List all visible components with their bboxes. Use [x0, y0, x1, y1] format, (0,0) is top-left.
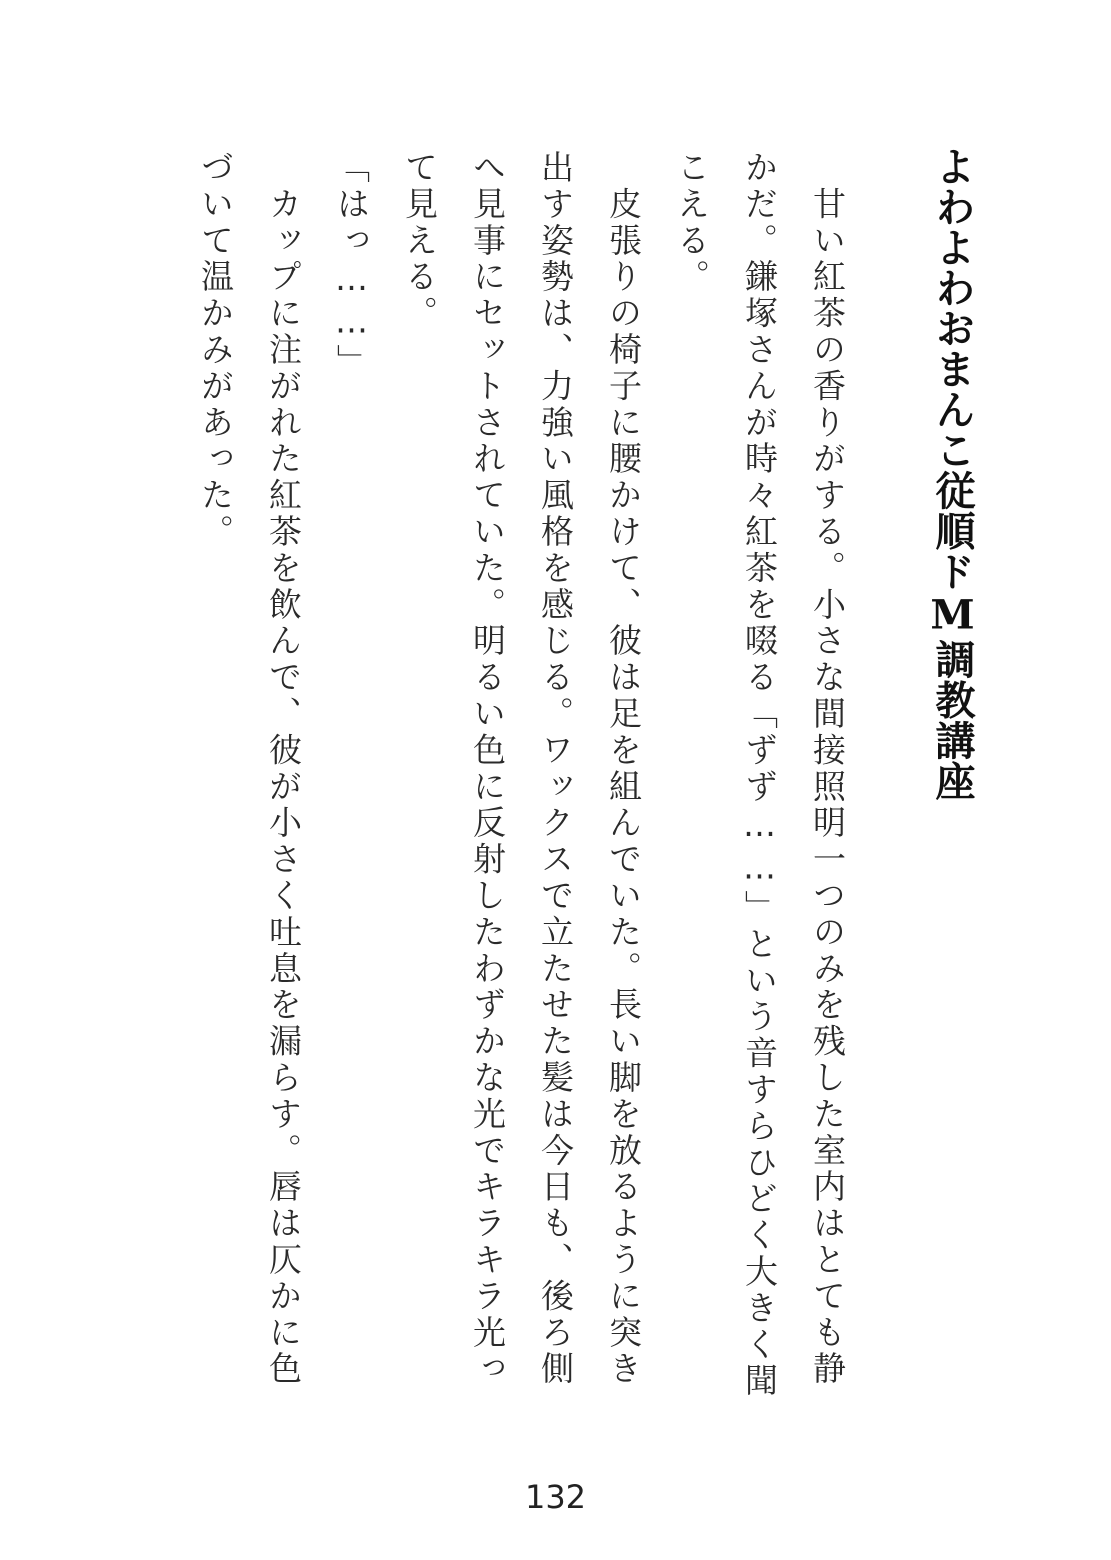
body-line-7: て見える。	[400, 150, 439, 332]
body-line-10: づいて温かみがあった。	[196, 150, 235, 551]
body-line-2: かだ。鎌塚さんが時々紅茶を啜る「ずず……」という音すらひどく大きく聞	[740, 150, 779, 1400]
body-line-8: 「はっ……」	[332, 150, 371, 381]
body-line-5: 出す姿勢は、力強い風格を感じる。ワックスで立たせた髪は今日も、後ろ側	[536, 150, 575, 1388]
chapter-title: よわよわおまんこ従順ドM調教講座	[929, 146, 976, 801]
body-line-3: こえる。	[672, 150, 711, 296]
body-line-6: へ見事にセットされていた。明るい色に反射したわずかな光でキラキラ光っ	[468, 150, 507, 1388]
page-number: 132	[524, 1478, 587, 1516]
body-line-1: 甘い紅茶の香りがする。小さな間接照明一つのみを残した室内はとても静	[808, 150, 847, 1388]
body-line-4: 皮張りの椅子に腰かけて、彼は足を組んでいた。長い脚を放るように突き	[604, 150, 643, 1388]
body-line-9: カップに注がれた紅茶を飲んで、彼が小さく吐息を漏らす。唇は仄かに色	[264, 150, 303, 1388]
